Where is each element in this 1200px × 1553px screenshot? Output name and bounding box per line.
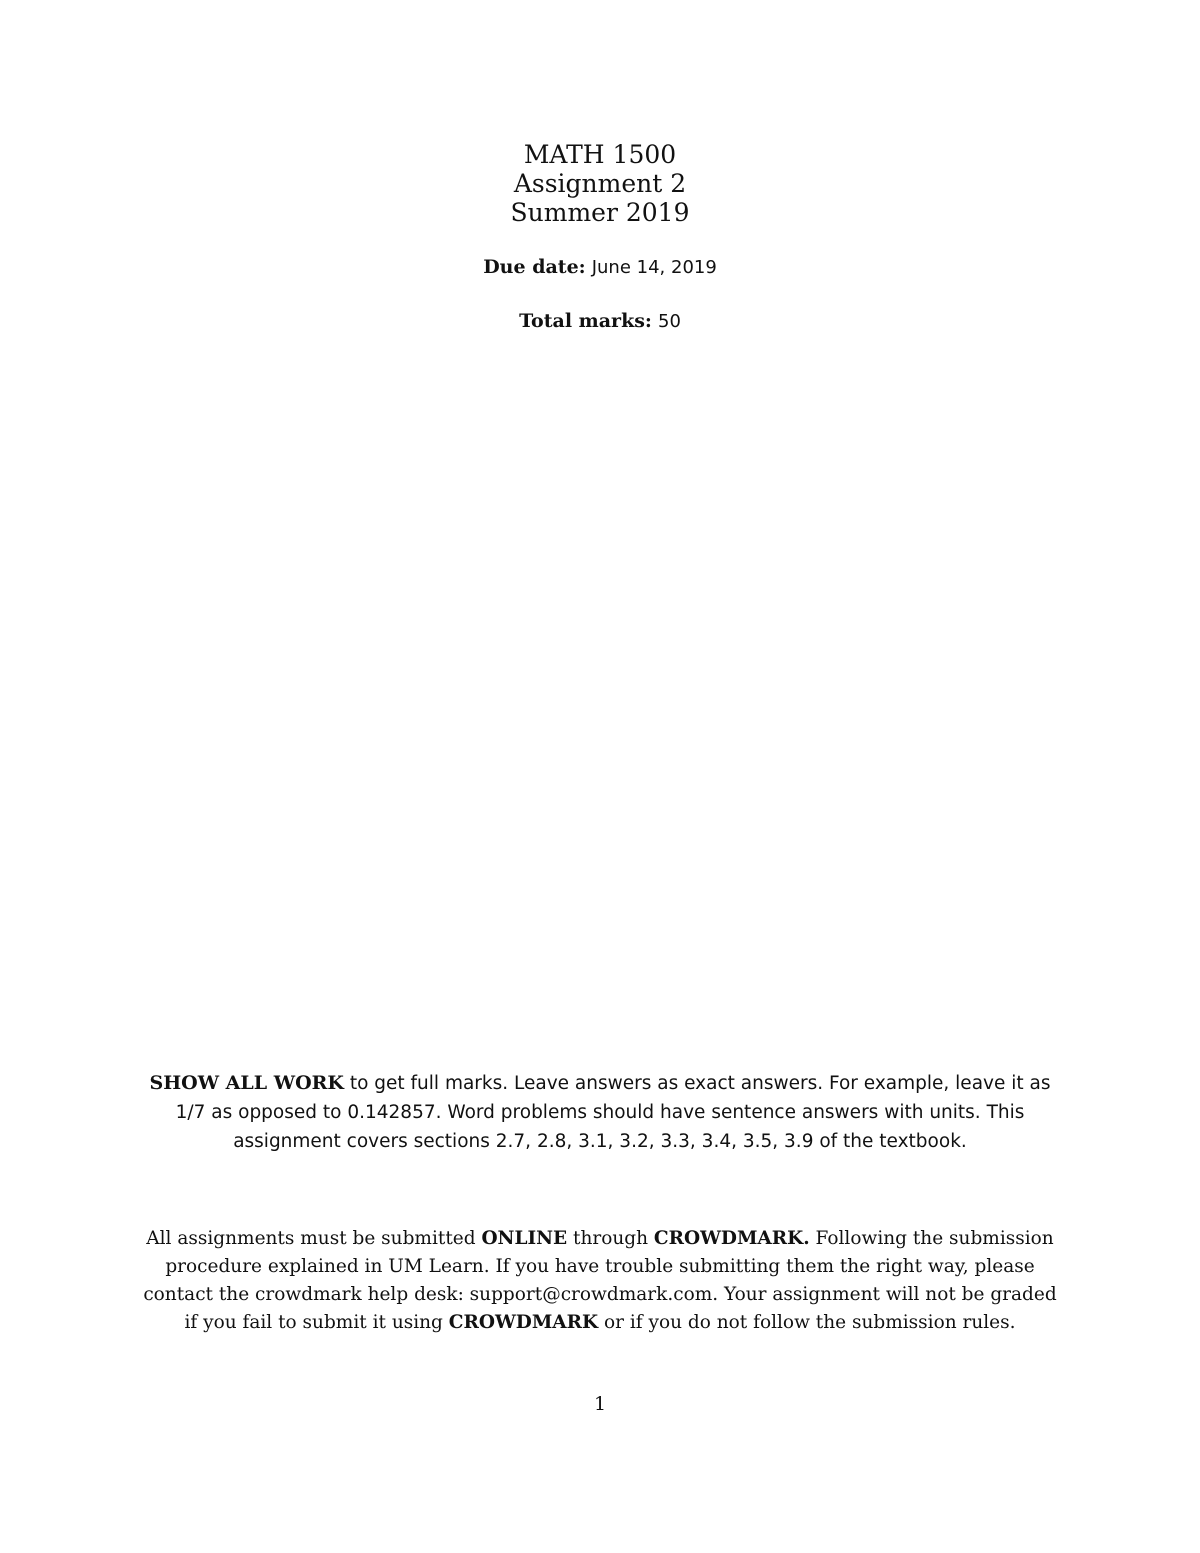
due-date-line [0,256,1200,278]
submission-text-3: Following the submission procedure explained in UM Learn. If you have trouble submitting them the right way, please contact the crowdmark help desk: support@crowdmark.com. Your assignment will not be graded if you fail to submit it using [143,1228,1057,1333]
submission-text-4: or if you do not follow the submission rules. [598,1312,1016,1333]
title-block [0,140,1200,227]
assignment-title: Assignment 2 [513,169,687,198]
submission-text-1: All assignments must be submitted [146,1228,482,1249]
crowdmark-emphasis-2: CROWDMARK [448,1312,599,1333]
term-title: Summer 2019 [510,198,690,227]
submission-text-2: through [567,1228,654,1249]
course-title: MATH 1500 [523,140,677,169]
instructions-text: to get full marks. Leave answers as exact answers. For example, leave it as 1/7 as opposed to 0.142857. Word problems should have sentence answers with units. This assignment covers sections 2.7, 2.8, 3.1, 3.2, 3.3, 3.4, 3.5, 3.9 of the textbook. [175,1073,1051,1152]
page-number: 1 [593,1393,607,1415]
crowdmark-emphasis-1: CROWDMARK. [653,1228,810,1249]
show-all-work-emphasis: SHOW ALL WORK [149,1072,344,1094]
due-date-value: June 14, 2019 [591,257,717,278]
submission-paragraph [140,1225,1060,1337]
instructions-paragraph [140,1069,1060,1156]
online-emphasis: ONLINE [481,1228,568,1249]
due-date-label: Due date: [483,256,586,278]
total-marks-label: Total marks: [519,310,652,332]
total-marks-value: 50 [658,311,681,332]
total-marks-line [0,310,1200,332]
